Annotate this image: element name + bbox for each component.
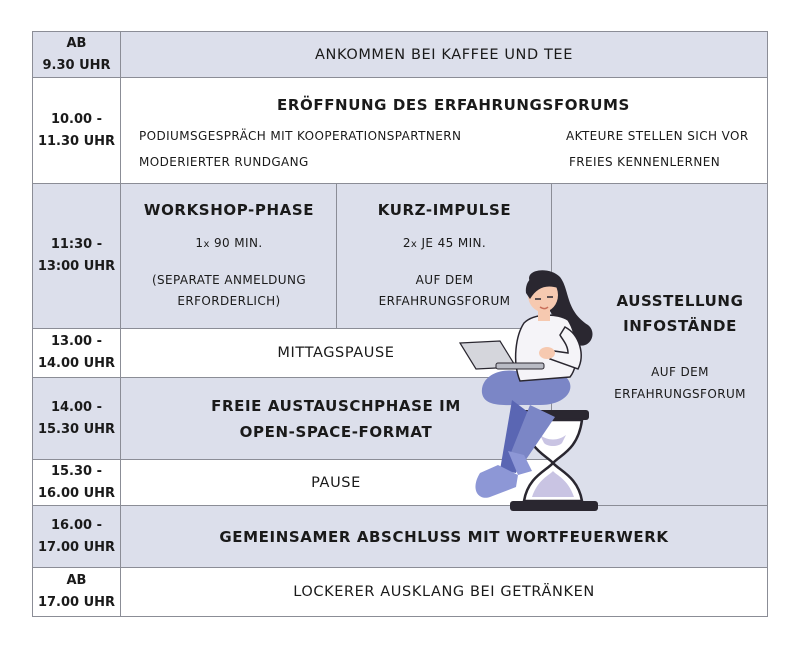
pause-text: PAUSE (311, 474, 361, 491)
time-cell: 15.30 - 16.00 UHR (33, 460, 121, 506)
open-space-line: OPEN-SPACE-FORMAT (239, 422, 433, 441)
schedule-table (32, 31, 768, 617)
farewell-text: LOCKERER AUSKLANG BEI GETRÄNKEN (293, 584, 595, 600)
time-cell: 13.00 - 14.00 UHR (33, 329, 121, 378)
exhibition-note: AUF DEM (651, 365, 709, 379)
open-space-line: FREIE AUSTAUSCHPHASE IM (211, 396, 461, 415)
time-cell: 14.00 - 15.30 UHR (33, 378, 121, 460)
workshop-title: WORKSHOP-PHASE (143, 201, 315, 219)
workshop-duration: 1x 90 MIN. (195, 236, 263, 250)
arrival-cell (121, 32, 768, 78)
lunch-text: MITTAGSPAUSE (277, 345, 395, 361)
time-cell: AB 17.00 UHR (33, 568, 121, 617)
time-cell: 10.00 - 11.30 UHR (33, 78, 121, 184)
opening-cell (121, 78, 768, 184)
impulse-title: KURZ-IMPULSE (377, 201, 512, 219)
closing-text: GEMEINSAMER ABSCHLUSS MIT WORTFEUERWERK (219, 527, 669, 546)
impulse-duration: 2x JE 45 MIN. (402, 236, 487, 250)
exhibition-title: AUSSTELLUNG (616, 292, 744, 310)
opening-item: FREIES KENNENLERNEN (569, 155, 721, 169)
exhibition-note: ERFAHRUNGSFORUM (614, 387, 746, 401)
impulse-note: AUF DEM (415, 273, 474, 287)
workshop-note: ERFORDERLICH) (177, 294, 281, 308)
farewell-cell (121, 568, 768, 617)
time-cell: AB 9.30 UHR (33, 32, 121, 78)
woman-hourglass-illustration (420, 265, 620, 520)
opening-item: AKTEURE STELLEN SICH VOR (566, 129, 749, 143)
time-cell: 11:30 - 13:00 UHR (33, 184, 121, 329)
workshop-cell (121, 184, 337, 329)
workshop-note: (SEPARATE ANMELDUNG (151, 273, 307, 287)
time-cell: 16.00 - 17.00 UHR (33, 506, 121, 568)
opening-title: ERÖFFNUNG DES ERFAHRUNGSFORUMS (277, 96, 630, 114)
impulse-note: ERFAHRUNGSFORUM (378, 294, 511, 308)
exhibition-title: INFOSTÄNDE (623, 317, 737, 335)
opening-item: PODIUMSGESPRÄCH MIT KOOPERATIONSPARTNERN (139, 129, 462, 143)
opening-item: MODERIERTER RUNDGANG (139, 155, 309, 169)
arrival-text: ANKOMMEN BEI KAFFEE UND TEE (315, 46, 573, 63)
